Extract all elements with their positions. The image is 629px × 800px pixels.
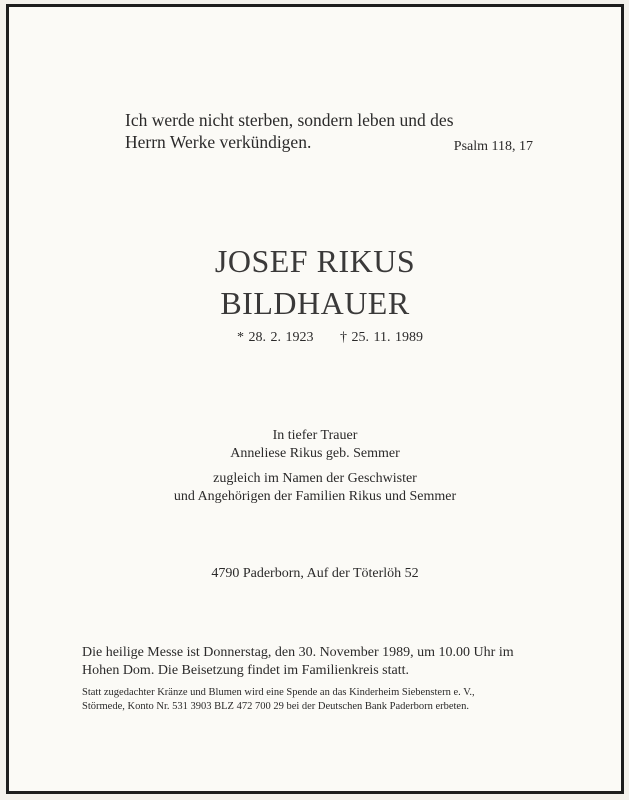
life-dates bbox=[237, 330, 423, 346]
family-line-2: und Angehörigen der Familien Rikus und Semmer bbox=[173, 489, 457, 504]
verse-reference: Psalm 118, 17 bbox=[453, 139, 533, 154]
deceased-name: JOSEF RIKUS bbox=[214, 243, 416, 279]
mourners-block bbox=[9, 427, 621, 463]
obituary-card bbox=[6, 4, 624, 794]
donation-line-2: Störmede, Konto Nr. 531 3903 BLZ 472 700 29 bei der Deutschen Bank Paderborn erbeten. bbox=[82, 700, 469, 712]
donation-line-1: Statt zugedachter Kränze und Blumen wird eine Spende an das Kinderheim Siebenstern e. V., bbox=[82, 687, 475, 698]
mass-notice bbox=[82, 644, 570, 680]
mass-line-1: Die heilige Messe ist Donnerstag, den 30. November 1989, um 10.00 Uhr im bbox=[82, 645, 514, 660]
mass-line-2: Hohen Dom. Die Beisetzung findet im Familienkreis statt. bbox=[82, 663, 409, 678]
family-block bbox=[9, 470, 621, 506]
birth-date: * 28. 2. 1923 bbox=[237, 330, 314, 345]
verse-line-1: Ich werde nicht sterben, sondern leben und des bbox=[125, 110, 454, 130]
family-line-1: zugleich im Namen der Geschwister bbox=[213, 471, 417, 486]
address: 4790 Paderborn, Auf der Töterlöh 52 bbox=[211, 566, 419, 581]
deceased-occupation: BILDHAUER bbox=[220, 285, 410, 321]
verse-line-2: Herrn Werke verkündigen. bbox=[125, 132, 312, 152]
donation-notice bbox=[82, 686, 570, 713]
death-date: † 25. 11. 1989 bbox=[340, 330, 423, 345]
mourning-phrase: In tiefer Trauer bbox=[272, 428, 358, 443]
widow-name: Anneliese Rikus geb. Semmer bbox=[230, 446, 400, 461]
bible-verse bbox=[125, 109, 533, 153]
